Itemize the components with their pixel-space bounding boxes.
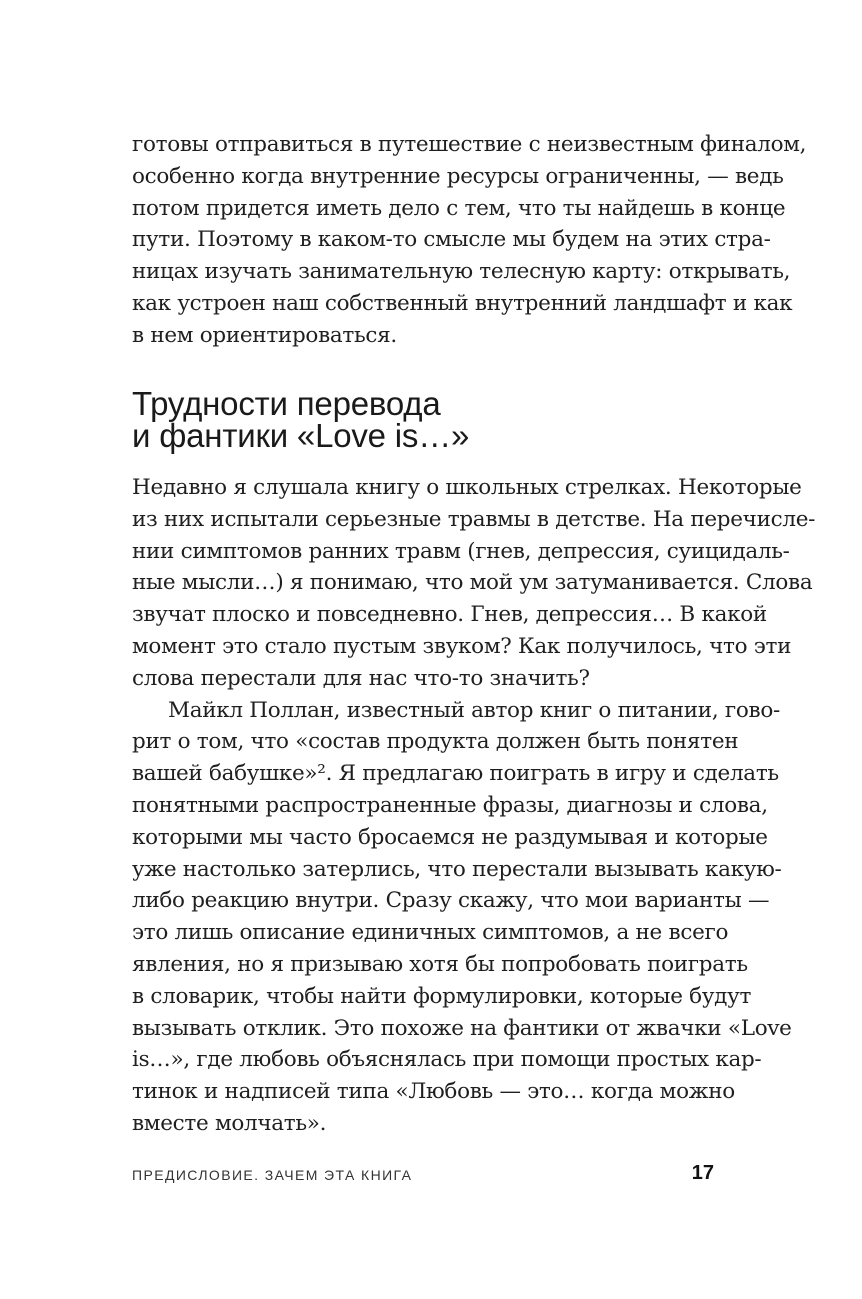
text-line: которыми мы часто бросаемся не раздумывая и которые [132,824,768,850]
text-line: либо реакцию внутри. Сразу скажу, что мои варианты — [132,888,770,914]
text-line: слова перестали для нас что-то значить? [132,665,590,691]
text-line: вместе молчать». [132,1110,327,1136]
page-number: 17 [691,1162,714,1184]
text-line: это лишь описание единичных симптомов, а не всего [132,920,729,946]
text-line: особенно когда внутренние ресурсы ограниченны, — ведь [132,163,784,189]
text-line: рит о том, что «состав продукта должен быть понятен [132,729,739,755]
text-line: is…», где любовь объяснялась при помощи простых кар- [132,1047,762,1073]
text-line: пути. Поэтому в каком-то смысле мы будем на этих стра- [132,227,771,253]
text-line: вызывать отклик. Это похоже на фантики от жвачки «Love [132,1015,792,1041]
text-line: ницах изучать занимательную телесную карту: открывать, [132,259,791,285]
text-line: Майкл Поллан, известный автор книг о питании, гово- [168,697,780,723]
text-line: потом придется иметь дело с тем, что ты найдешь в конце [132,195,786,221]
text-line: момент это стало пустым звуком? Как получилось, что эти [132,633,792,659]
text-line: как устроен наш собственный внутренний ландшафт и как [132,290,793,316]
text-line: в словарик, чтобы найти формулировки, которые будут [132,983,752,1009]
text-line: из них испытали серьезные травмы в детстве. На перечисле- [132,506,816,532]
text-line: в нем ориентироваться. [132,322,397,348]
heading-line: и фантики «Love is…» [132,417,470,454]
heading-line: Трудности перевода [132,385,441,422]
intro-paragraph [132,129,807,352]
running-title: ПРЕДИСЛОВИЕ. ЗАЧЕМ ЭТА КНИГА [132,1167,413,1183]
text-line: вашей бабушке»². Я предлагаю поиграть в игру и сделать [132,761,779,787]
section-body [132,472,816,1140]
text-line: нии симптомов ранних травм (гнев, депрессия, суицидаль- [132,538,790,564]
text-line: ные мысли…) я понимаю, что мой ум затуманивается. Слова [132,570,813,596]
text-line: Недавно я слушала книгу о школьных стрелках. Некоторые [132,475,802,500]
text-line: понятными распространенные фразы, диагнозы и слова, [132,792,768,818]
text-line: явления, но я призываю хотя бы попробовать поиграть [132,951,748,977]
text-line: звучат плоско и повседневно. Гнев, депрессия… В какой [132,602,767,628]
text-line: тинок и надписей типа «Любовь — это… когда можно [132,1079,735,1105]
text-line: уже настолько затерлись, что перестали вызывать какую- [132,856,782,882]
section-heading [132,385,714,454]
text-line: готовы отправиться в путешествие с неизвестным финалом, [132,132,807,157]
